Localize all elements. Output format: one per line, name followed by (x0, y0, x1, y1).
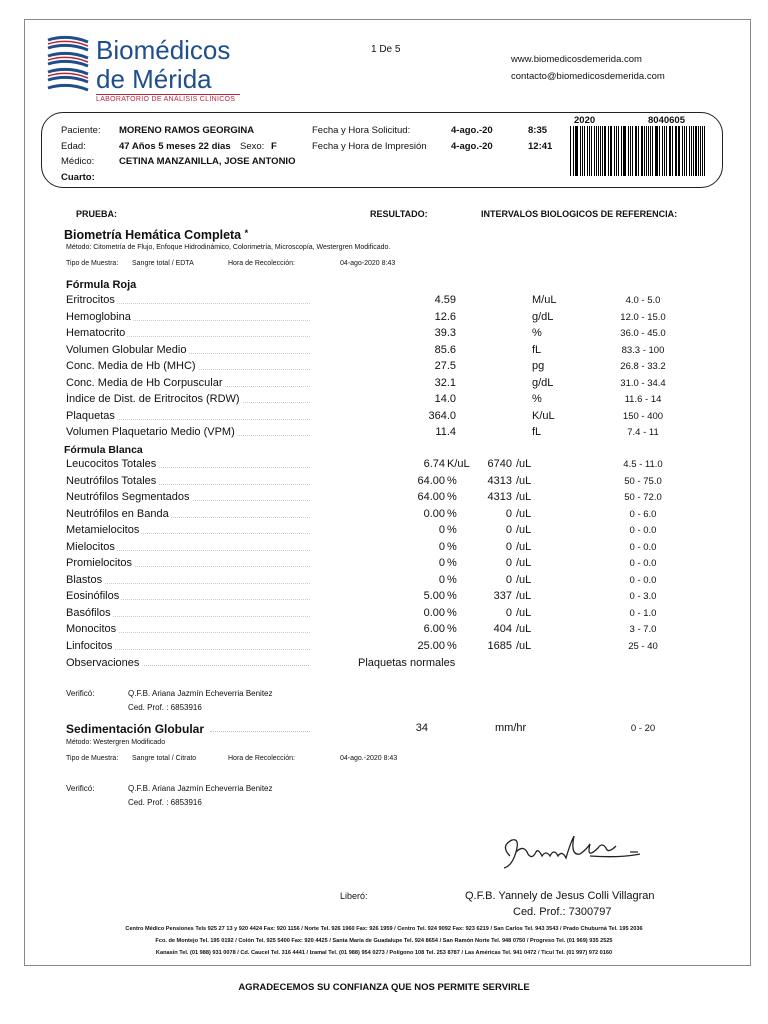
test-value: 6.00 (423, 623, 445, 635)
test-absolute: 0 (505, 540, 512, 553)
verifico-name-1: Q.F.B. Ariana Jazmín Echeverria Benitez (128, 689, 273, 698)
test-unit-percent: % (447, 524, 457, 536)
email-link[interactable]: contacto@biomedicosdemerida.com (511, 71, 665, 82)
test-unit-abs: /uL (516, 507, 532, 520)
test-absolute: 0 (505, 507, 512, 520)
test-value: 0.00 (423, 507, 445, 520)
test-name: Neutrófilos en Banda (66, 507, 169, 520)
barcode-bar (646, 126, 647, 176)
test-unit-percent: % (447, 623, 457, 635)
paciente-label: Paciente: (61, 125, 101, 136)
test-value: 64.00 (417, 474, 445, 487)
test-unit-abs: /uL (516, 524, 532, 536)
test-ref: 83.3 - 100 (621, 344, 665, 356)
test-unit-percent: % (447, 507, 457, 520)
barcode-bar (580, 126, 581, 176)
barcode-bar (618, 126, 619, 176)
test-ref: 0 - 0.0 (629, 574, 657, 586)
patient-age: 47 Años 5 meses 22 dias (119, 141, 231, 152)
barcode-bar (679, 126, 680, 176)
recoleccion-label: Hora de Recolección: (228, 260, 295, 267)
footer-line-2: Fco. de Montejo Tel. 195 0192 / Colón Tel. 925 5400 Fax: 920 4425 / Santa María de Guadalupe Tel. 924 8654 / San Ramón Norte Tel. 948 0750 / Progreso Tel. (01 969) 935 2525 (155, 938, 613, 944)
test-name: Linfocitos (66, 639, 113, 652)
barcode-bar (614, 126, 615, 176)
test-value: 0 (438, 524, 445, 536)
barcode-bar (630, 126, 631, 176)
barcode-bar (669, 126, 670, 176)
barcode-bar (624, 126, 626, 176)
intervalos-header: INTERVALOS BIOLOGICOS DE REFERENCIA: (481, 209, 678, 219)
test-absolute: 4313 (487, 474, 512, 487)
barcode-bar (638, 126, 639, 176)
test-unit-percent: % (447, 639, 457, 652)
barcode-bar (648, 126, 649, 176)
test-value: 4.59 (434, 294, 456, 306)
barcode-bar (666, 126, 667, 176)
test-value: 64.00 (417, 491, 445, 503)
barcode-bar (628, 126, 629, 176)
test-ref: 26.8 - 33.2 (620, 361, 666, 372)
sedimentacion-muestra-label: Tipo de Muestra: (66, 755, 119, 762)
test-name: Volumen Globular Medio (66, 343, 187, 356)
test-ref: 3 - 7.0 (629, 624, 657, 635)
solicitud-label: Fecha y Hora Solicitud: (312, 125, 411, 136)
barcode-bar (582, 126, 583, 176)
sedimentacion-recoleccion-label: Hora de Recolección: (228, 755, 295, 762)
test-unit-percent: % (447, 491, 457, 503)
order-folio: 8040605 (648, 115, 685, 126)
barcode-bar (662, 126, 663, 176)
barcode-bar (635, 126, 636, 176)
barcode-bar (632, 126, 633, 176)
signer-cedula: Ced. Prof.: 7300797 (513, 906, 612, 918)
test-ref: 11.6 - 14 (624, 394, 662, 405)
test-ref: 0 - 0.0 (629, 525, 657, 536)
test-unit-abs: /uL (516, 639, 532, 652)
test-name: Mielocitos (66, 540, 115, 553)
sedimentacion-method: Método: Westergren Modificado (66, 739, 166, 746)
barcode-bar (608, 126, 609, 176)
cuarto-label: Cuarto: (61, 172, 95, 183)
sedimentacion-muestra: Sangre total / Citrato (132, 755, 197, 762)
barcode-bar (702, 126, 703, 176)
verifico-label-1: Verificó: (66, 689, 95, 698)
test-absolute: 0 (505, 524, 512, 536)
test-unit-abs: /uL (516, 623, 532, 635)
muestra-value: Sangre total / EDTA (132, 260, 194, 267)
verifico-label-2: Verificó: (66, 784, 95, 793)
test-value: 85.6 (434, 343, 456, 356)
test-absolute: 4313 (487, 491, 512, 503)
test-name: Eosinófilos (66, 590, 120, 602)
signature-image (490, 826, 670, 874)
barcode-bar (610, 126, 611, 176)
test-value: 32.1 (434, 376, 456, 389)
barcode-bar (584, 126, 585, 176)
barcode-bar (623, 126, 624, 176)
test-value: 11.4 (435, 426, 456, 438)
test-value: 27.5 (434, 360, 456, 372)
logo-divider (96, 94, 240, 95)
barcode-bar (621, 126, 622, 176)
barcode-bar (684, 126, 685, 176)
logo-title-line2: de Mérida (96, 64, 212, 94)
barcode-bar (589, 126, 591, 176)
test-name: Hematocrito (66, 327, 126, 339)
barcode-bar (698, 126, 699, 176)
test-unit-percent: % (447, 573, 457, 586)
test-absolute: 404 (493, 623, 512, 635)
test-ref: 7.4 - 11 (627, 427, 659, 438)
test-unit-abs: /uL (516, 474, 532, 487)
resultado-header: RESULTADO: (370, 209, 428, 219)
test-name: Monocitos (66, 623, 117, 635)
sedimentacion-dots (210, 731, 310, 732)
test-name: Índice de Dist. de Eritrocitos (RDW) (66, 393, 240, 405)
test-unit-percent: % (447, 540, 457, 553)
test-name: Metamielocitos (66, 524, 140, 536)
test-ref: 0 - 0.0 (629, 558, 657, 569)
barcode-bar (656, 126, 658, 176)
verifico-cedula-2: Ced. Prof. : 6853916 (128, 798, 202, 807)
test-name: Neutrófilos Segmentados (66, 491, 190, 503)
barcode-bar (636, 126, 637, 176)
test-value: 14.0 (434, 393, 456, 405)
test-ref: 0 - 6.0 (629, 508, 657, 520)
barcode-bar (675, 126, 677, 176)
patient-sex: F (271, 141, 277, 152)
formula-blanca-title: Fórmula Blanca (64, 444, 143, 456)
barcode-bar (652, 126, 653, 176)
test-unit-abs: /uL (516, 458, 532, 470)
test-name: Conc. Media de Hb (MHC) (66, 360, 196, 372)
barcode-bar (655, 126, 656, 176)
barcode-bar (611, 126, 612, 176)
barcode-bar (596, 126, 597, 176)
test-ref: 50 - 72.0 (624, 492, 662, 503)
test-ref: 4.0 - 5.0 (625, 295, 661, 306)
barcode-bar (693, 126, 694, 176)
test-ref: 25 - 40 (628, 640, 658, 652)
solicitud-time: 8:35 (528, 125, 548, 136)
solicitud-date: 4-ago.-20 (451, 125, 493, 136)
barcode-bar (672, 126, 673, 176)
test-value: 25.00 (417, 639, 445, 652)
impresion-label: Fecha y Hora de Impresión (312, 141, 427, 152)
sedimentacion-ref: 0 - 20 (630, 723, 656, 734)
test-name: Plaquetas (66, 409, 115, 422)
barcode-bar (591, 126, 592, 176)
test-unit-abs: /uL (516, 573, 532, 586)
barcode-bar (604, 126, 606, 176)
test-ref: 36.0 - 45.0 (620, 328, 666, 339)
barcode-bar (570, 126, 571, 176)
test-unit: M/uL (532, 294, 557, 306)
test-absolute: 337 (493, 590, 512, 602)
sedimentacion-unit: mm/hr (495, 722, 527, 734)
test-ref: 31.0 - 34.4 (620, 377, 666, 389)
test-absolute: 0 (505, 606, 512, 619)
barcode-bar (644, 126, 645, 176)
test-name: Volumen Plaquetario Medio (VPM) (66, 426, 235, 438)
libero-label: Liberó: (340, 891, 368, 901)
test-name: Neutrófilos Totales (66, 474, 157, 487)
thanks-message: AGRADECEMOS SU CONFIANZA QUE NOS PERMITE SERVIRLE (238, 982, 530, 993)
test-unit: pg (532, 360, 545, 372)
recoleccion-value: 04-ago-2020 8:43 (340, 260, 396, 267)
test-ref: 0 - 1.0 (629, 607, 657, 619)
medico-label: Médico: (61, 156, 95, 167)
barcode-bar (686, 126, 687, 176)
test-unit-abs: /uL (516, 590, 532, 602)
barcode-bar (682, 126, 683, 176)
test-unit: g/dL (532, 310, 554, 323)
formula-roja-title: Fórmula Roja (66, 279, 137, 291)
test-ref: 0 - 0.0 (629, 541, 657, 553)
test-ref: 0 - 3.0 (629, 591, 657, 602)
test-absolute: 6740 (487, 458, 512, 470)
test-unit-abs: /uL (516, 491, 532, 503)
test-unit: K/uL (532, 409, 555, 422)
test-unit: g/dL (532, 376, 554, 389)
test-value: 0.00 (423, 606, 445, 619)
test-unit: % (532, 393, 542, 405)
sedimentacion-recoleccion: 04-ago.-2020 8:43 (340, 755, 398, 762)
test-unit-abs: /uL (516, 540, 532, 553)
barcode-bar (700, 126, 701, 176)
barcode-bar (594, 126, 595, 176)
observaciones-label: Observaciones (66, 657, 140, 669)
test-unit-abs: /uL (516, 606, 532, 619)
footer-line-3: Kanasín Tel. (01 988) 931 0078 / Cd. Caucel Tel. 316 4441 / Izamal Tel. (01 988) 954 0273 / Polígono 108 Tel. 253 8787 / Las Américas Tel. 941 0472 / Ticul Tel. (01 997) 972 0160 (155, 950, 613, 956)
test-value: 39.3 (434, 327, 456, 339)
test-value: 5.00 (423, 590, 445, 602)
test-name: Hemoglobina (66, 310, 131, 323)
test-name: Leucocitos Totales (66, 458, 157, 470)
barcode-bar (600, 126, 601, 176)
barcode-bar (664, 126, 665, 176)
page-number: 1 De 5 (371, 44, 401, 55)
barcode-bar (659, 126, 660, 176)
test-name: Promielocitos (66, 557, 133, 569)
test-name: Conc. Media de Hb Corpuscular (66, 376, 223, 389)
edad-label: Edad: (61, 141, 86, 152)
test-unit-percent: K/uL (447, 458, 470, 470)
test-unit-percent: % (447, 606, 457, 619)
barcode-bar (573, 126, 574, 176)
barcode-bar (587, 126, 588, 176)
sedimentacion-value: 34 (415, 722, 428, 734)
barcode-bar (616, 126, 617, 176)
verifico-name-2: Q.F.B. Ariana Jazmín Echeverria Benitez (128, 784, 273, 793)
signer-name: Q.F.B. Yannely de Jesus Colli Villagran (465, 890, 655, 902)
sexo-label: Sexo: (240, 141, 265, 152)
test-name: Blastos (66, 573, 103, 586)
observaciones-dots (144, 665, 309, 666)
test-unit: fL (532, 343, 542, 356)
barcode-bar (575, 126, 576, 176)
muestra-label: Tipo de Muestra: (66, 260, 119, 267)
website-link[interactable]: www.biomedicosdemerida.com (511, 54, 642, 65)
barcode-bar (704, 126, 705, 176)
test-absolute: 0 (505, 573, 512, 586)
sedimentacion-title: Sedimentación Globular (66, 722, 205, 736)
test-value: 12.6 (434, 310, 456, 323)
patient-name: MORENO RAMOS GEORGINA (119, 125, 255, 136)
barcode-bar (602, 126, 603, 176)
logo-title-line1: Biomédicos (96, 35, 231, 65)
test-value: 0 (438, 573, 445, 586)
footer-line-1: Centro Médico Pensiones Tels 925 27 13 y 920 4424 Fax: 920 1156 / Norte Tel. 926 1960 Fax: 926 1959 / Centro Tel. 924 9092 Fax: 923 6219 / San Carlos Tel. 943 3543 / Prado Chuburná Tel. 195 2036 (125, 926, 643, 932)
prueba-header: PRUEBA: (76, 209, 118, 219)
test-ref: 50 - 75.0 (624, 475, 662, 487)
laboratory-logo-icon (44, 34, 92, 98)
test-unit-abs: /uL (516, 557, 532, 569)
test-value: 6.74 (423, 458, 445, 470)
observaciones-value: Plaquetas normales (358, 657, 456, 669)
impresion-time: 12:41 (528, 141, 553, 152)
impresion-date: 4-ago.-20 (451, 141, 493, 152)
test-unit-percent: % (447, 557, 457, 569)
test-name: Basófilos (66, 606, 111, 619)
logo-subtitle: LABORATORIO DE ANÁLISIS CLÍNICOS (96, 96, 236, 103)
barcode-bar (678, 126, 679, 176)
test-unit: fL (532, 426, 542, 438)
barcode-bar (691, 126, 692, 176)
barcode-bar (576, 126, 578, 176)
biometria-title: Biometría Hemática Completa * (64, 228, 249, 242)
barcode (570, 126, 706, 176)
test-absolute: 1685 (487, 639, 512, 652)
test-value: 0 (438, 540, 445, 553)
verifico-cedula-1: Ced. Prof. : 6853916 (128, 703, 202, 712)
test-unit: % (532, 327, 542, 339)
test-value: 0 (438, 557, 445, 569)
biometria-method: Método: Citometría de Flujo, Enfoque Hidrodinámico, Colorimetría, Microscopía, Westergren Modificado. (66, 244, 391, 251)
test-unit-percent: % (447, 474, 457, 487)
test-ref: 150 - 400 (622, 410, 664, 422)
test-absolute: 0 (505, 557, 512, 569)
test-unit-percent: % (447, 590, 457, 602)
barcode-bar (650, 126, 651, 176)
test-name: Eritrocitos (66, 294, 115, 306)
barcode-bar (670, 126, 671, 176)
test-ref: 4.5 - 11.0 (623, 459, 663, 470)
doctor-name: CETINA MANZANILLA, JOSE ANTONIO (119, 156, 296, 167)
barcode-bar (598, 126, 599, 176)
barcode-bar (695, 126, 697, 176)
barcode-bar (641, 126, 643, 176)
test-ref: 12.0 - 15.0 (620, 311, 666, 323)
barcode-bar (689, 126, 690, 176)
order-year: 2020 (574, 115, 596, 126)
test-value: 364.0 (428, 409, 456, 422)
